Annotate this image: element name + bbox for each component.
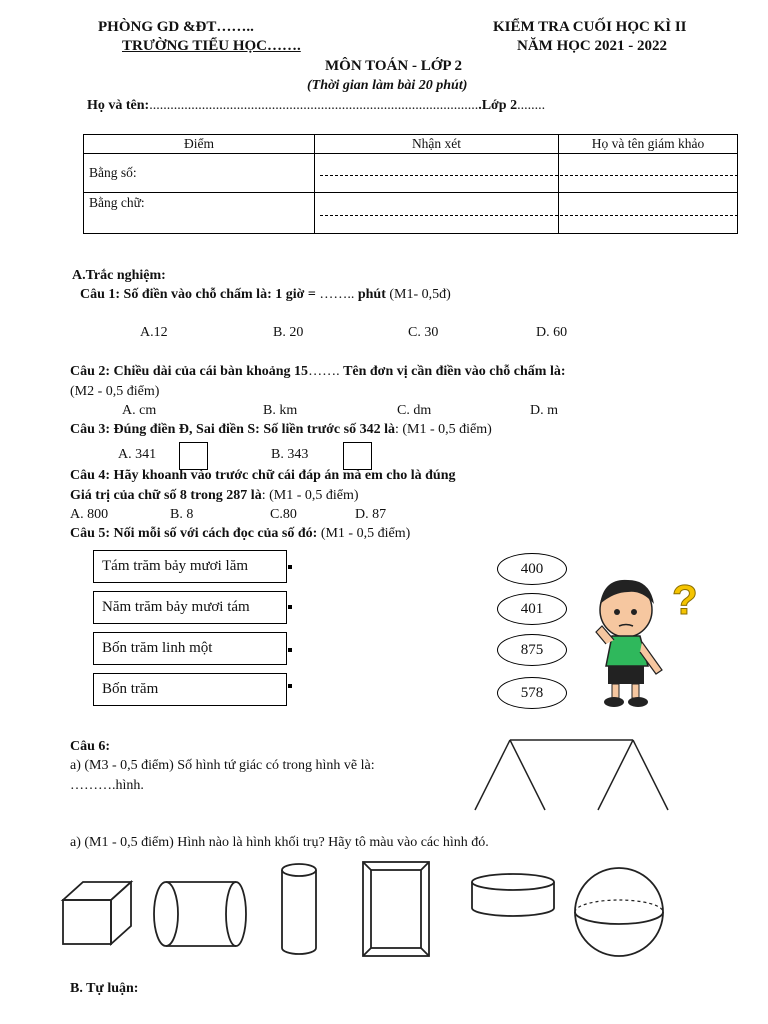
number-oval-1[interactable]: 400 <box>497 553 567 585</box>
score-words-label: Bằng chữ: <box>84 193 315 234</box>
q3-text: Câu 3: Đúng điền Đ, Sai điền S: Số liền trước số 342 là <box>70 422 395 437</box>
student-name-line <box>87 98 545 114</box>
q2-option-b[interactable]: B. km <box>263 403 298 418</box>
section-b-title: B. Tự luận: <box>70 981 139 996</box>
boy-figure <box>596 580 662 707</box>
triangle-figure <box>470 730 670 815</box>
q4-level: : (M1 - 0,5 điểm) <box>261 488 359 503</box>
comment-cell[interactable] <box>315 154 559 193</box>
q4-text: Câu 4: Hãy khoanh vào trước chữ cái đáp án mà em cho là đúng <box>70 468 456 483</box>
q2-text: Câu 2: Chiều dài của cái bàn khoảng 15 <box>70 364 309 379</box>
question-2 <box>70 364 566 380</box>
time-note: (Thời gian làm bài 20 phút) <box>307 78 468 93</box>
q3-option-a: A. 341 <box>118 447 157 462</box>
q1-option-b[interactable]: B. 20 <box>273 325 304 340</box>
connect-dot[interactable] <box>288 648 292 652</box>
question-5 <box>70 526 410 542</box>
q1-text: Câu 1: Số điền vào chỗ chấm là: 1 giờ = <box>80 287 320 302</box>
class-label: .Lớp 2 <box>478 98 518 113</box>
q5-level: (M1 - 0,5 điểm) <box>317 526 411 541</box>
name-label: Họ và tên: <box>87 98 150 113</box>
q2-level: (M2 - 0,5 điểm) <box>70 384 160 399</box>
rectangular-box-shape[interactable] <box>363 862 429 956</box>
number-oval-4[interactable]: 578 <box>497 677 567 709</box>
connect-dot[interactable] <box>288 565 292 569</box>
section-a-title: A.Trắc nghiệm: <box>72 268 166 283</box>
q3-option-b: B. 343 <box>271 447 309 462</box>
q2-option-a[interactable]: A. cm <box>122 403 157 418</box>
word-box-1[interactable]: Tám trăm bảy mươi lăm <box>93 550 287 583</box>
q1-option-d[interactable]: D. 60 <box>536 325 568 340</box>
word-box-2[interactable]: Năm trăm bảy mươi tám <box>93 591 287 624</box>
q3-answer-box-b[interactable] <box>343 442 372 470</box>
q1-unit: phút <box>357 287 386 302</box>
department: PHÒNG GD &ĐT…….. <box>98 19 254 35</box>
horizontal-cylinder-shape[interactable] <box>154 882 246 946</box>
name-blank[interactable]: .............................................................................................. <box>149 98 479 113</box>
q6a-text: a) (M3 - 0,5 điểm) Số hình tứ giác có trong hình vẽ là: <box>70 758 375 773</box>
q4-sub-text: Giá trị của chữ số 8 trong 287 là <box>70 488 262 503</box>
class-blank[interactable]: ........ <box>517 98 546 113</box>
word-box-3[interactable]: Bốn trăm linh một <box>93 632 287 665</box>
q2-option-d[interactable]: D. m <box>530 403 558 418</box>
connect-dot[interactable] <box>288 605 292 609</box>
q3-answer-box-a[interactable] <box>179 442 208 470</box>
school-name: TRƯỜNG TIỂU HỌC……. <box>122 38 301 54</box>
thinking-boy-illustration <box>592 570 704 712</box>
connect-dot[interactable] <box>288 684 292 688</box>
comment-cell[interactable] <box>315 193 559 234</box>
score-table <box>83 134 738 234</box>
examiner-header: Họ và tên giám khảo <box>559 135 738 154</box>
q6a-blank[interactable]: ……….hình. <box>70 778 144 793</box>
dashed-line <box>320 175 738 176</box>
q1-option-a[interactable]: A.12 <box>140 325 168 340</box>
q4-option-b[interactable]: B. 8 <box>170 507 194 522</box>
q6b-text: a) (M1 - 0,5 điểm) Hình nào là hình khối trụ? Hãy tô màu vào các hình đó. <box>70 835 489 850</box>
q4-option-c[interactable]: C.80 <box>270 507 297 522</box>
q3-level: : (M1 - 0,5 điểm) <box>394 422 492 437</box>
q2-option-c[interactable]: C. dm <box>397 403 432 418</box>
word-box-4[interactable]: Bốn trăm <box>93 673 287 706</box>
q1-level: (M1- 0,5đ) <box>385 287 451 302</box>
q4-option-d[interactable]: D. 87 <box>355 507 387 522</box>
q2-blank[interactable]: ……. <box>308 364 344 379</box>
examiner-cell[interactable] <box>559 154 738 193</box>
exam-title: KIỂM TRA CUỐI HỌC KÌ II <box>493 19 687 35</box>
q4-option-a[interactable]: A. 800 <box>70 507 109 522</box>
score-header: Điểm <box>84 135 315 154</box>
vertical-cylinder-shape[interactable] <box>282 864 316 954</box>
q1-option-c[interactable]: C. 30 <box>408 325 439 340</box>
comment-header: Nhận xét <box>315 135 559 154</box>
subject-title: MÔN TOÁN - LỚP 2 <box>325 58 462 74</box>
cube-shape[interactable] <box>63 882 131 944</box>
flat-cylinder-shape[interactable] <box>472 874 554 916</box>
question-mark-icon: ? <box>672 576 698 623</box>
solid-shapes <box>58 860 678 960</box>
dashed-line <box>320 215 738 216</box>
school-year: NĂM HỌC 2021 - 2022 <box>517 38 667 54</box>
q2-text-rest: Tên đơn vị cần điền vào chỗ chấm là: <box>343 364 566 379</box>
question-3 <box>70 422 492 438</box>
q1-blank[interactable]: …….. <box>319 287 358 302</box>
number-oval-3[interactable]: 875 <box>497 634 567 666</box>
q5-text: Câu 5: Nối mỗi số với cách đọc của số đó: <box>70 526 318 541</box>
sphere-shape[interactable] <box>575 868 663 956</box>
question-1 <box>80 287 451 303</box>
examiner-cell[interactable] <box>559 193 738 234</box>
question-4-sub <box>70 488 359 504</box>
q6-label: Câu 6: <box>70 739 111 754</box>
number-oval-2[interactable]: 401 <box>497 593 567 625</box>
score-number-label: Bằng số: <box>84 154 315 193</box>
